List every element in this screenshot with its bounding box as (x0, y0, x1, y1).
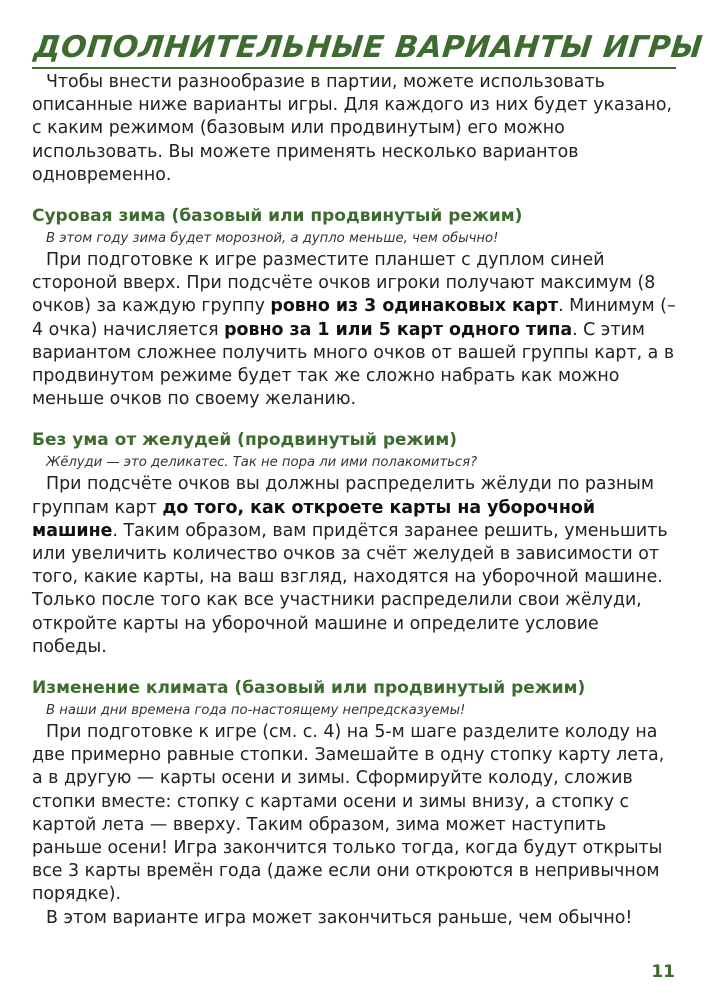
rules-text: При подсчёте очков вы должны распределить жёлуди по разным группам карт (32, 474, 655, 518)
intro-paragraph: Чтобы внести разнообразие в партии, можете использовать описанные ниже варианты игры. Для каждого из них будет указано, с каким режимом (базовым или продвинутым) его можно использовать. Вы можете применять несколько вариантов одновременно. (32, 72, 673, 185)
variant-rules: При подготовке к игре (см. с. 4) на 5-м шаге разделите колоду на две примерно равные стопки. Замешайте в одну стопку карту лета, а в другую — карты осени и зимы. Сформируйте колоду, сложив стопки вместе: стопку с картами осени и зимы внизу, а стопку с картой лета — вверху. Таким образом, зима может наступить раньше осени! Игра закончится только тогда, когда будут открыты все 3 карты времён года (даже если они откроются в непривычном порядке). (32, 722, 665, 905)
variant-flavor-text: В этом году зима будет морозной, а дупло меньше, чем обычно! (46, 231, 499, 247)
rules-text: . Минимум (–4 очка) начисляется (32, 296, 676, 340)
variant-rules (32, 473, 678, 659)
variant-heading: Изменение климата (базовый или продвинутый режим) (32, 678, 586, 699)
variant-acorn-madness (32, 429, 678, 659)
variant-flavor-text: В наши дни времена года по-настоящему непредсказуемы! (46, 703, 466, 719)
rules-bold-text: ровно из 3 одинаковых карт (270, 296, 559, 317)
variant-harsh-winter (32, 205, 678, 411)
variant-note: В этом варианте игра может закончиться раньше, чем обычно! (46, 907, 633, 928)
rules-text: При подготовке к игре разместите планшет с дуплом синей стороной вверх. При подсчёте очков игроки получают максимум (8 очков) за каждую группу (32, 250, 656, 317)
page-content (32, 30, 705, 930)
rules-bold-text: ровно за 1 или 5 карт одного типа (224, 319, 573, 340)
variant-climate-change (32, 677, 678, 930)
variant-rules (32, 249, 678, 411)
rules-text: . Таким образом, вам придётся заранее решить, уменьшить или увеличить количество очков за счёт желудей в зависимости от того, какие карты, на ваш взгляд, находятся на уборочной машине. Только после того как все участники распределили свои жёлуди, откройте карты на уборочной машине и определите условие победы. (32, 520, 668, 657)
variant-heading: Суровая зима (базовый или продвинутый режим) (32, 206, 523, 227)
title-underline (32, 67, 676, 69)
page-number: 11 (651, 962, 675, 982)
variant-heading: Без ума от желудей (продвинутый режим) (32, 430, 458, 451)
rules-text: . С этим вариантом сложнее получить много очков от вашей группы карт, а в продвинутом режиме будет так же сложно набрать как можно меньше очков по своему желанию. (32, 319, 675, 410)
rules-bold-text: до того, как откроете карты на уборочной машине (32, 497, 596, 541)
page-title: ДОПОЛНИТЕЛЬНЫЕ ВАРИАНТЫ ИГРЫ (32, 30, 705, 65)
variant-flavor-text: Жёлуди — это деликатес. Так не пора ли ими полакомиться? (46, 455, 478, 471)
